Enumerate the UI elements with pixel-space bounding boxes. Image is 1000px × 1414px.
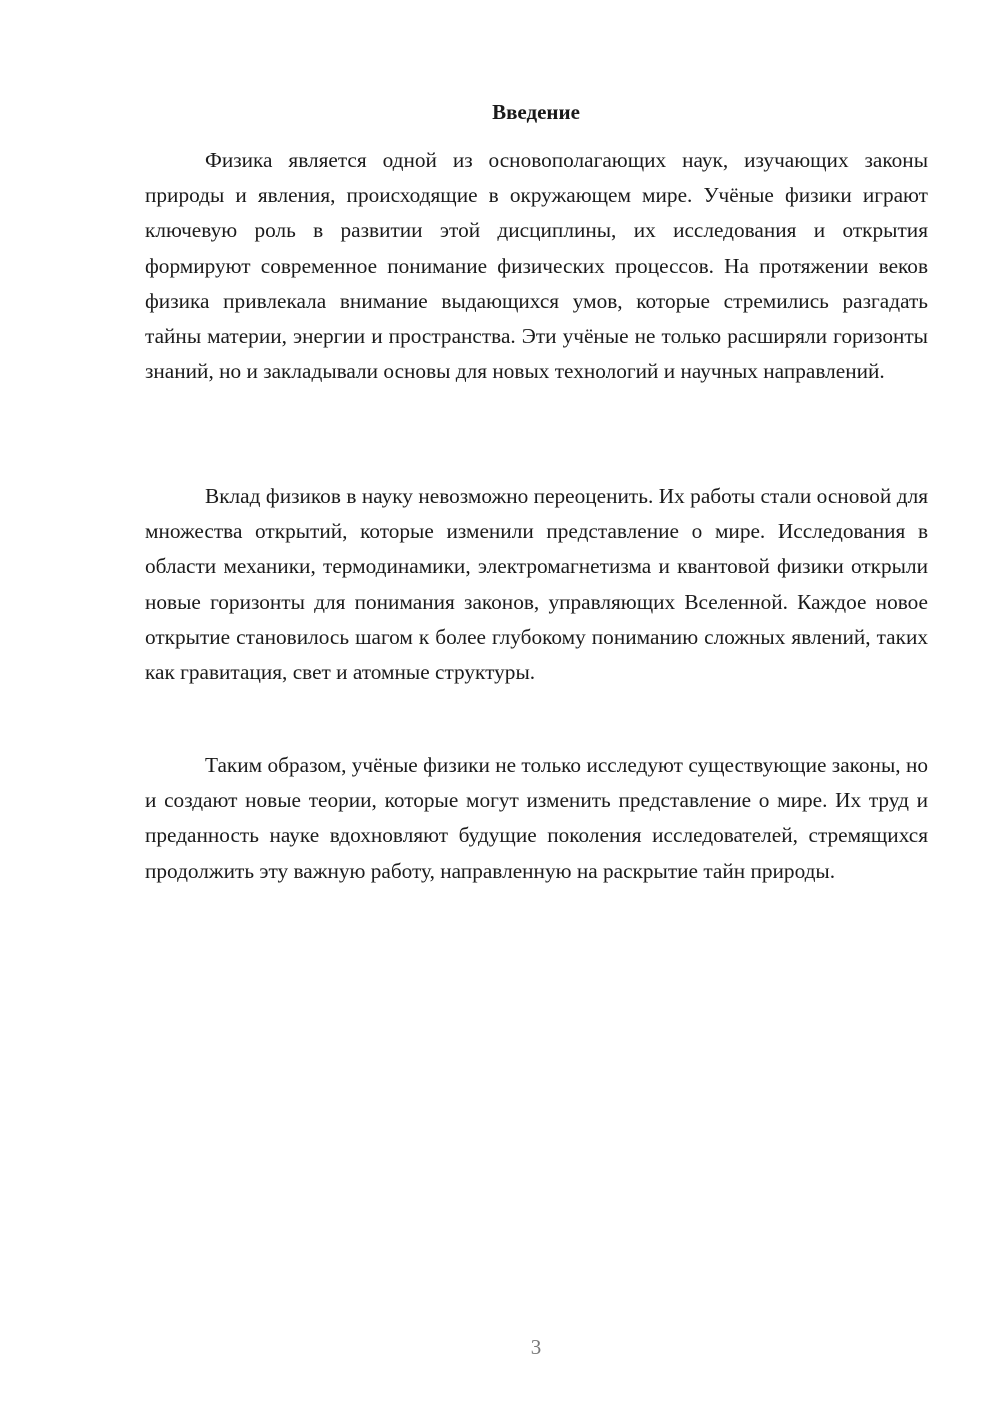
paragraph: Вклад физиков в науку невозможно переоценить. Их работы стали основой для множества открытий, которые изменили представление о мире. Исследования в области механики, термодинамики, электромагнетизма и квантовой физики открыли новые горизонты для понимания законов, управляющих Вселенной. Каждое новое открытие становилось шагом к более глубокому пониманию сложных явлений, таких как гравитация, свет и атомные структуры. xyxy=(145,484,928,685)
page-number: 3 xyxy=(530,1335,542,1359)
paragraph-block-1 xyxy=(145,143,928,389)
paragraph-block-2 xyxy=(145,479,928,690)
section-heading: Введение xyxy=(492,100,580,124)
paragraph: Физика является одной из основополагающих наук, изучающих законы природы и явления, происходящие в окружающем мире. Учёные физики играют ключевую роль в развитии этой дисциплины, их исследования и открытия формируют современное понимание физических процессов. На протяжении веков физика привлекала внимание выдающихся умов, которые стремились разгадать тайны материи, энергии и пространства. Эти учёные не только расширяли горизонты знаний, но и закладывали основы для новых технологий и научных направлений. xyxy=(145,148,928,384)
paragraph-block-3 xyxy=(145,748,928,889)
paragraph: Таким образом, учёные физики не только исследуют существующие законы, но и создают новые теории, которые могут изменить представление о мире. Их труд и преданность науке вдохновляют будущие поколения исследователей, стремящихся продолжить эту важную работу, направленную на раскрытие тайн природы. xyxy=(145,753,928,883)
